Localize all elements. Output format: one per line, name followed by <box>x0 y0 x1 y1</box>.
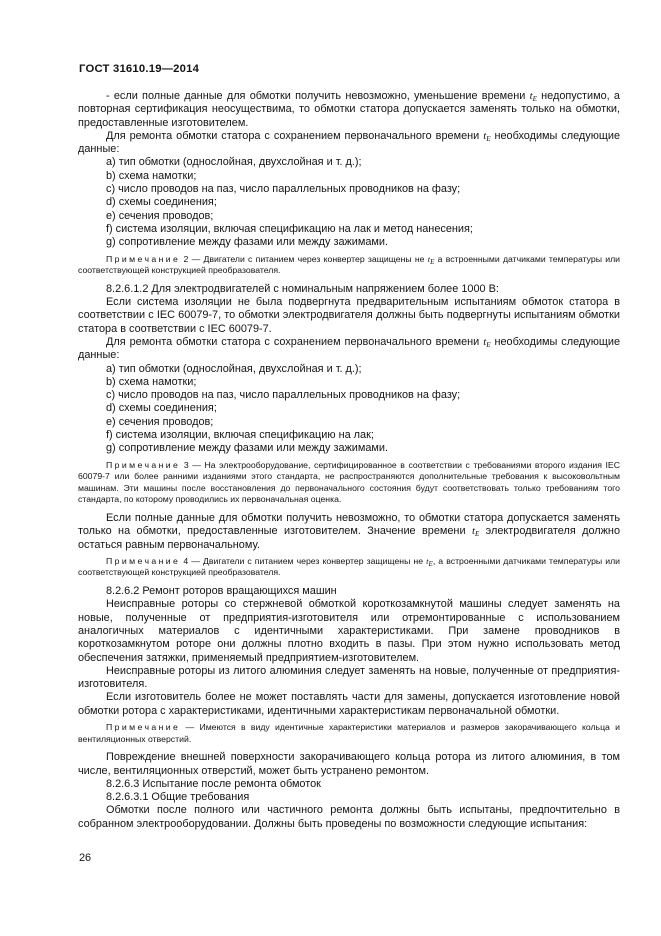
page-number: 26 <box>79 852 92 864</box>
list-item: c) число проводов на паз, число параллельных проводников на фазу; <box>106 183 461 196</box>
note-2: Примечание 2 — Двигатели с питанием через конвертер защищены не $t_E$ а встроенными датчиками температуры или соответствующей конструкцией преобразователя. <box>78 253 620 276</box>
paragraph-9: Повреждение внешней поверхности закорачивающего кольца ротора из литого алюминия, в том числе, вентиляционных отверстий, может быть устранено ремонтом. <box>78 751 620 777</box>
note-4: Примечание 4 — Двигатели с питанием через конвертер защищены не $t_E$, а встроенными датчиками температуры или соответствующей конструкцией преобразователя. <box>78 555 620 578</box>
document-body <box>78 90 620 831</box>
paragraph-4: Для ремонта обмотки статора с сохранением первоначального времени $t_E$ необходимы следующие данные: <box>78 335 620 362</box>
list-item: a) тип обмотки (однослойная, двухслойная и т. д.); <box>106 362 362 375</box>
section-8-2-6-2: 8.2.6.2 Ремонт роторов вращающихся машин <box>106 585 337 598</box>
document-header: ГОСТ 31610.19—2014 <box>79 63 200 75</box>
data-list-2 <box>78 363 620 456</box>
paragraph-1: - если полные данные для обмотки получить невозможно, уменьшение времени $t_E$ недопустимо, а повторная сертификация неосуществима, то обмотки статора допускается заменять только на обмотки, предоставленные изготовителем. <box>78 90 620 129</box>
list-item: b) схема намотки; <box>106 169 197 182</box>
paragraph-5: Если полные данные для обмотки получить невозможно, то обмотки статора допускается заменять только на обмотки, предоставленные изготовителем. Значение времени $t_E$ электродвигателя должно остаться равным первоначальному. <box>78 511 621 551</box>
list-item: g) сопротивление между фазами или между зажимами. <box>106 236 389 249</box>
paragraph-3: Если система изоляции не была подвергнута предварительным испытаниям обмоток статора в соответствии с IEC 60079-7, то обмотки электродвигателя должны быть подвергнуты испытаниям обмотки статора в соответствии с IEC 60079-7. <box>78 296 620 335</box>
paragraph-8: Если изготовитель более не может поставлять части для замены, допускается изготовление новой обмотки ротора с характеристиками, идентичными характеристикам первоначальной обмотки. <box>78 691 620 717</box>
data-list-1 <box>78 156 620 249</box>
list-item: e) сечения проводов; <box>106 415 214 428</box>
section-8-2-6-3: 8.2.6.3 Испытание после ремонта обмоток <box>106 777 321 790</box>
list-item: e) сечения проводов; <box>106 209 214 222</box>
list-item: d) схемы соединения; <box>106 196 217 209</box>
paragraph-7: Неисправные роторы из литого алюминия следует заменять на новые, полученные от предприятия-изготовителя. <box>78 664 620 691</box>
list-item: b) схема намотки; <box>106 375 197 388</box>
list-item: g) сопротивление между фазами или между зажимами. <box>106 442 389 455</box>
list-item: f) система изоляции, включая спецификацию на лак и метод нанесения; <box>106 222 473 235</box>
section-8-2-6-1-2: 8.2.6.1.2 Для электродвигателей с номинальным напряжением более 1000 В: <box>106 282 499 295</box>
list-item: a) тип обмотки (однослойная, двухслойная и т. д.); <box>106 156 362 169</box>
paragraph-10: Обмотки после полного или частичного ремонта должны быть испытаны, предпочтительно в собранном электрооборудовании. Должны быть проведены по возможности следующие испытания: <box>78 804 620 830</box>
note-3: Примечание 3 — На электрооборудование, сертифицированное в соответствии с требованиями второго издания IEC 60079-7 или более ранними изданиями этого стандарта, не распространяются дополнительные требования к высоковольтным машинам. Эти машины после восстановления до первоначального состояния будут соответствовать только требованиям того стандарта, по которому проводились их первоначальная оценка. <box>78 459 620 505</box>
list-item: d) схемы соединения; <box>106 402 217 415</box>
paragraph-6: Неисправные роторы со стержневой обмоткой короткозамкнутой машины следует заменять на новые, полученные от предприятия-изготовителя или отремонтированные с использованием аналогичных материалов с идентичными характеристиками. При замене проводников в короткозамкнутом роторе они должны плотно входить в пазы. При этом нужно использовать метод обеспечения затяжки, применяемый предприятием-изготовителем. <box>78 598 620 664</box>
paragraph-2: Для ремонта обмотки статора с сохранением первоначального времени $t_E$ необходимы следующие данные: <box>78 129 620 156</box>
list-item: c) число проводов на паз, число параллельных проводников на фазу; <box>106 389 461 402</box>
note-5: Примечание — Имеются в виду идентичные характеристики материалов и размеров закорачивающего кольца и вентиляционных отверстий. <box>78 722 620 744</box>
section-8-2-6-3-1: 8.2.6.3.1 Общие требования <box>106 791 250 804</box>
list-item: f) система изоляции, включая спецификацию на лак; <box>106 429 374 442</box>
